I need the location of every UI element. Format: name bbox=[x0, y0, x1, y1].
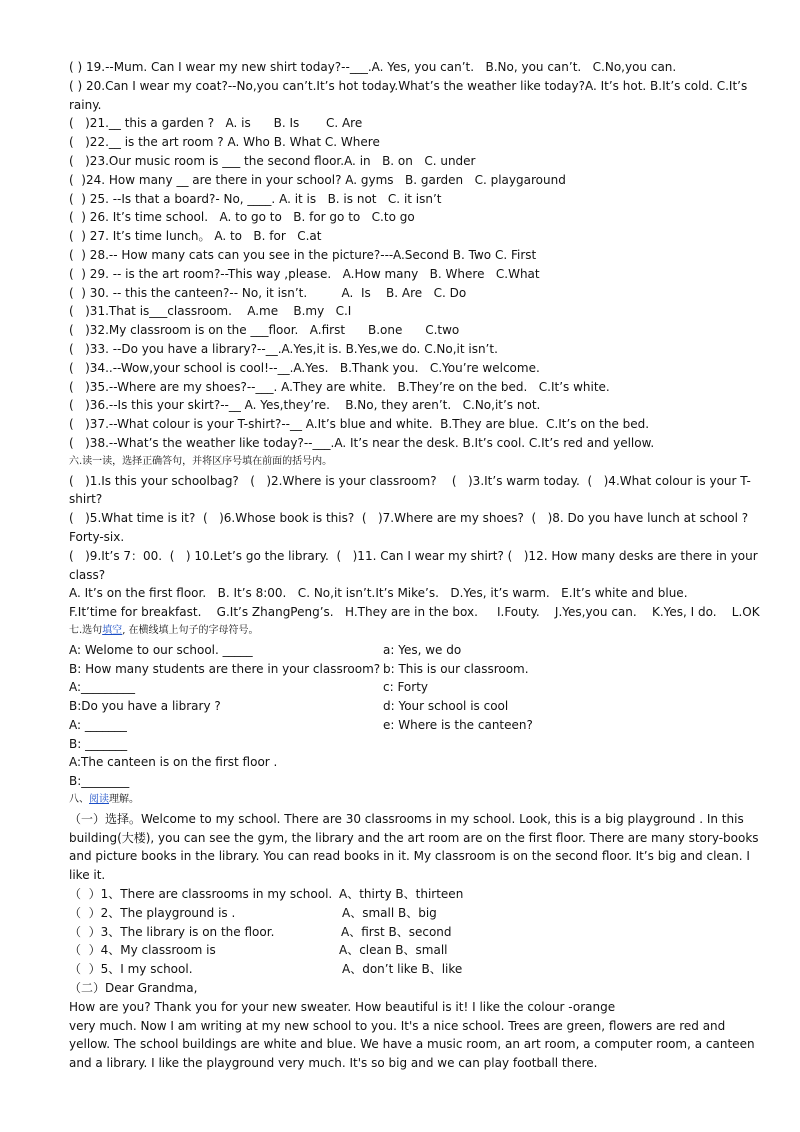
reading-link[interactable]: 阅读 bbox=[89, 794, 109, 806]
question-options: A、first B、second bbox=[341, 924, 452, 939]
question-25: ( ) 25. --Is that a board?- No, ____. A. it is B. is not C. it isn’t bbox=[69, 191, 442, 206]
dialogue-line: B:________ bbox=[69, 774, 130, 789]
question-36: ( )36.--Is this your skirt?--__ A. Yes,they’re. B.No, they aren’t. C.No,it’s not. bbox=[69, 398, 541, 413]
letter-body: very much. Now I am writing at my new school to you. It's a nice school. Trees are green, flowers are red and yellow. The school buildings are white and blue. We have a music room, an art room, a computer room, a canteen and a library. I like the playground very much. It's so big and we can play football there. bbox=[69, 1018, 759, 1071]
dialogue-line: A:_________ bbox=[69, 680, 136, 695]
question-text: （ ）5、I my school. bbox=[69, 962, 193, 977]
reading-question bbox=[69, 941, 769, 960]
multiple-choice-section bbox=[69, 58, 769, 453]
question-23: ( )23.Our music room is ___ the second floor.A. in B. on C. under bbox=[69, 153, 476, 168]
question-options: A、thirty B、thirteen bbox=[339, 887, 464, 902]
question-20: ( ) 20.Can I wear my coat?--No,you can’t.It’s hot today.What’s the weather like today?A. It’s hot. B.It’s cold. C.It’s rainy. bbox=[69, 78, 752, 112]
section-6-questions-line-3: ( )9.It’s 7：00. ( ) 10.Let’s go the library. ( )11. Can I wear my shirt? ( )12. How many desks are there in your class? bbox=[69, 548, 762, 582]
part-2-label: （二）Dear Grandma, bbox=[69, 981, 198, 996]
question-22: ( )22.__ is the art room ? A. Who B. What C. Where bbox=[69, 135, 380, 150]
dialogue-line: B:Do you have a library ? bbox=[69, 699, 221, 714]
section-6-questions-line-1: ( )1.Is this your schoolbag? ( )2.Where is your classroom? ( )3.It’s warm today. ( )4.What colour is your T-shirt? bbox=[69, 473, 751, 507]
question-30: ( ) 30. -- this the canteen?-- No, it isn’t. A. Is B. Are C. Do bbox=[69, 285, 467, 300]
section-6-heading: 六.读一读，选择正确答句，并将区序号填在前面的括号内。 bbox=[69, 455, 333, 467]
passage-1-text: Welcome to my school. There are 30 classrooms in my school. Look, this is a big playground . In this building(大楼), you can see the gym, the library and the art room are on the first floor. There are many story-books and picture books in the library. You can read books in it. My classroom is on the second floor. It’s big and clean. I like it. bbox=[69, 811, 763, 883]
question-text: （ ）3、The library is on the floor. bbox=[69, 924, 275, 939]
section-7-heading-suffix: , 在横线填上句子的字母符号。 bbox=[122, 624, 259, 636]
question-options: A、don’t like B、like bbox=[342, 962, 463, 977]
question-options: A、small B、big bbox=[342, 905, 437, 920]
question-26: ( ) 26. It’s time school. A. to go to B. for go to C.to go bbox=[69, 210, 415, 225]
answer-option: a: Yes, we do bbox=[383, 642, 462, 657]
reading-question bbox=[69, 904, 769, 923]
dialogue-row bbox=[69, 641, 769, 660]
question-options: A、clean B、small bbox=[339, 943, 448, 958]
section-7 bbox=[69, 622, 769, 791]
section-6-answers-line-1: A. It’s on the first floor. B. It’s 8:00. C. No,it isn’t.It’s Mike’s. D.Yes, it’s warm. E.It’s white and blue. bbox=[69, 586, 688, 601]
section-7-heading-prefix: 七.选句 bbox=[69, 624, 103, 636]
dialogue-row bbox=[69, 678, 769, 697]
question-32: ( )32.My classroom is on the ___floor. A.first B.one C.two bbox=[69, 323, 460, 338]
answer-option: e: Where is the canteen? bbox=[383, 717, 533, 732]
fill-blank-link[interactable]: 填空 bbox=[102, 624, 123, 636]
section-8-heading-suffix: 理解。 bbox=[109, 794, 139, 806]
dialogue-row bbox=[69, 660, 769, 679]
answer-option: c: Forty bbox=[383, 680, 429, 695]
dialogue-line: A: Welome to our school. _____ bbox=[69, 642, 253, 657]
question-31: ( )31.That is___classroom. A.me B.my C.I bbox=[69, 304, 352, 319]
worksheet-page bbox=[69, 58, 769, 1073]
dialogue-row bbox=[69, 697, 769, 716]
section-6 bbox=[69, 453, 769, 622]
question-38: ( )38.--What’s the weather like today?--___.A. It’s near the desk. B.It’s cool. C.It’s red and yellow. bbox=[69, 435, 655, 450]
question-37: ( )37.--What colour is your T-shirt?--__ A.It’s blue and white. B.They are blue. C.It’s on the bed. bbox=[69, 417, 650, 432]
part-1-label: （一）选择。 bbox=[69, 811, 142, 826]
dialogue-line: B: How many students are there in your classroom? bbox=[69, 661, 381, 676]
question-21: ( )21.__ this a garden ? A. is B. Is C. Are bbox=[69, 116, 363, 131]
section-8 bbox=[69, 791, 769, 1073]
section-8-heading bbox=[69, 791, 769, 810]
section-6-answers-line-2: F.It’time for breakfast. G.It’s ZhangPeng’s. H.They are in the box. I.Fouty. J.Yes,you can. K.Yes, I do. L.OK bbox=[69, 605, 760, 620]
reading-passage-1 bbox=[69, 810, 769, 885]
question-text: （ ）2、The playground is . bbox=[69, 905, 236, 920]
answer-option: b: This is our classroom. bbox=[383, 661, 529, 676]
dialogue-line: A: _______ bbox=[69, 717, 127, 732]
reading-question bbox=[69, 885, 769, 904]
question-33: ( )33. --Do you have a library?--__.A.Yes,it is. B.Yes,we do. C.No,it isn’t. bbox=[69, 341, 498, 356]
question-19: ( ) 19.--Mum. Can I wear my new shirt today?--___.A. Yes, you can’t. B.No, you can’t. C.No,you can. bbox=[69, 60, 677, 74]
dialogue-row bbox=[69, 753, 769, 772]
answer-option: d: Your school is cool bbox=[383, 699, 509, 714]
reading-question bbox=[69, 960, 769, 979]
dialogue-row bbox=[69, 735, 769, 754]
dialogue-line: B: _______ bbox=[69, 736, 128, 751]
question-29: ( ) 29. -- is the art room?--This way ,please. A.How many B. Where C.What bbox=[69, 266, 540, 281]
question-34: ( )34..--Wow,your school is cool!--__.A.Yes. B.Thank you. C.You’re welcome. bbox=[69, 360, 540, 375]
question-24: ( )24. How many __ are there in your school? A. gyms B. garden C. playgaround bbox=[69, 172, 566, 187]
question-text: （ ）1、There are classrooms in my school. bbox=[69, 887, 333, 902]
dialogue-row bbox=[69, 716, 769, 735]
section-7-heading bbox=[69, 622, 769, 641]
reading-question bbox=[69, 923, 769, 942]
question-28: ( ) 28.-- How many cats can you see in the picture?---A.Second B. Two C. First bbox=[69, 247, 537, 262]
section-6-questions-line-2: ( )5.What time is it? ( )6.Whose book is this? ( )7.Where are my shoes? ( )8. Do you have lunch at school ? Forty-six. bbox=[69, 511, 752, 544]
dialogue-line: A:The canteen is on the first floor . bbox=[69, 755, 278, 770]
question-text: （ ）4、My classroom is bbox=[69, 943, 216, 958]
letter-line-1: How are you? Thank you for your new sweater. How beautiful is it! I like the colour -orange bbox=[69, 999, 616, 1014]
question-27: ( ) 27. It’s time lunch。 A. to B. for C.at bbox=[69, 229, 322, 244]
question-35: ( )35.--Where are my shoes?--___. A.They are white. B.They’re on the bed. C.It’s white. bbox=[69, 379, 610, 394]
dialogue-row bbox=[69, 772, 769, 791]
section-8-heading-prefix: 八、 bbox=[69, 794, 89, 806]
